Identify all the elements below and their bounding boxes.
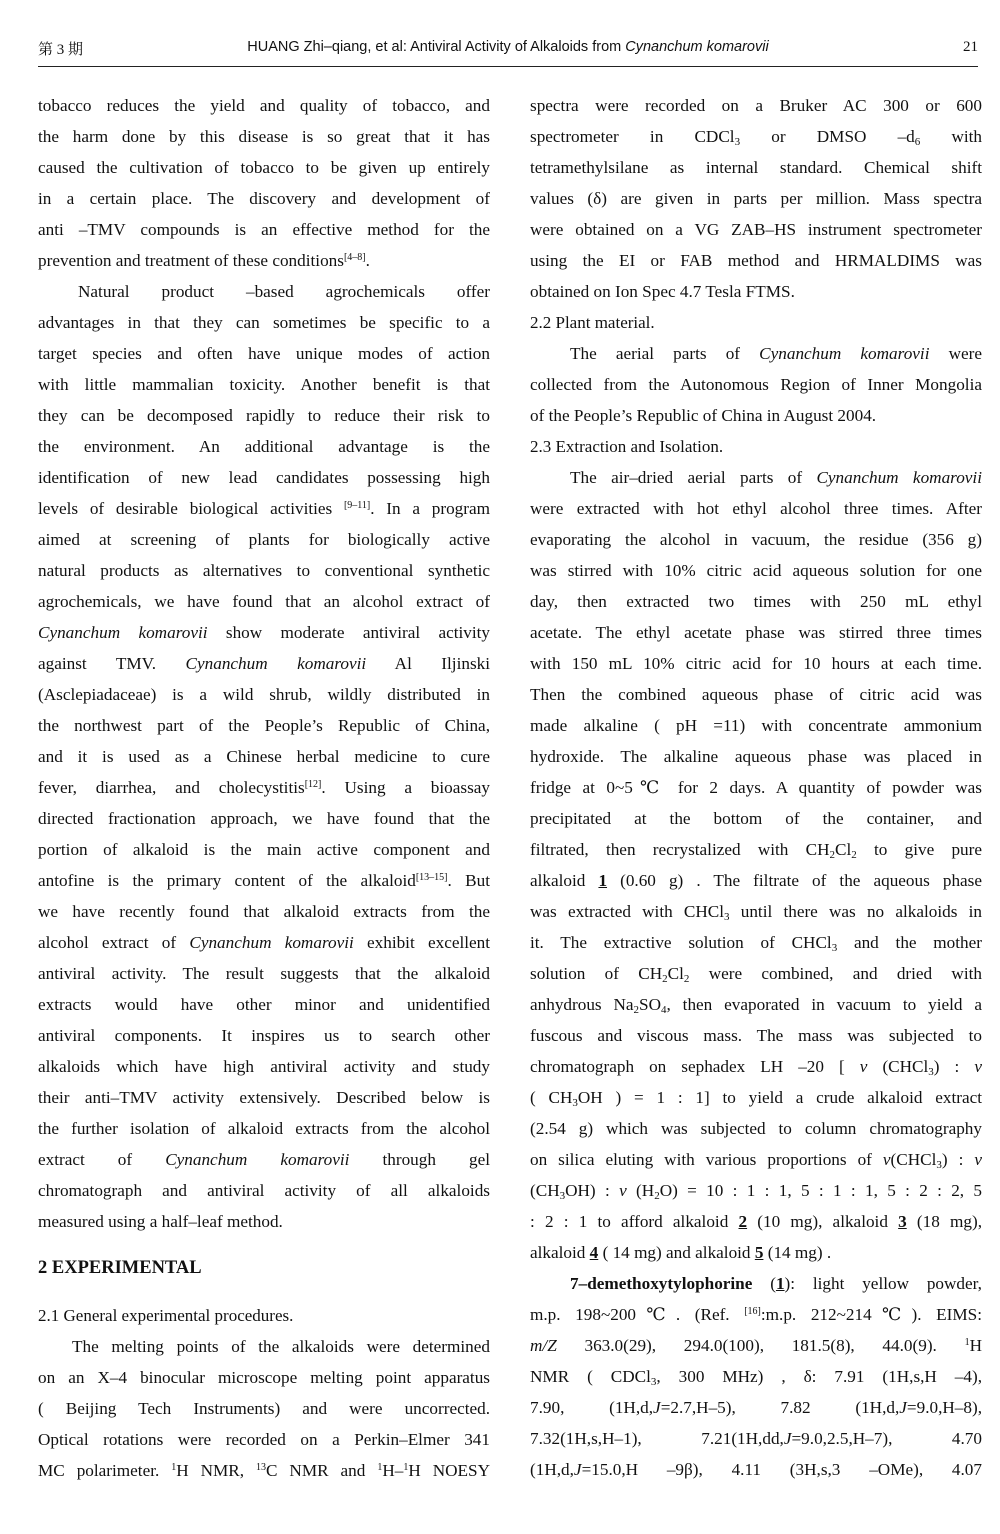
text-line: evaporating the alcohol in vacuum, the residue (356 g) xyxy=(530,530,982,549)
text-line: alkaloids which have high antiviral activity and study xyxy=(38,1057,490,1076)
text-line: spectra were recorded on a Bruker AC 300 or 600 xyxy=(530,96,982,115)
text-line: tetramethylsilane as internal standard. Chemical shift xyxy=(530,158,982,177)
text-line: fridge at 0~5℃ for 2 days. A quantity of powder was xyxy=(530,778,982,797)
text-line: 7.32(1H,s,H–1), 7.21(1H,dd,J=9.0,2.5,H–7), 4.70 xyxy=(530,1429,982,1448)
text-line: caused the cultivation of tobacco to be given up entirely xyxy=(38,158,490,177)
text-line: acetate. The ethyl acetate phase was stirred three times xyxy=(530,623,982,642)
text-line: on silica eluting with various proportions of v(CHCl$_3$) : v xyxy=(530,1150,982,1171)
text-line: target species and often have unique modes of action xyxy=(38,344,490,363)
text-line: fuscous and viscous mass. The mass was subjected to xyxy=(530,1026,982,1045)
text-line: spectrometer in CDCl$_3$ or DMSO $-d_6$ with xyxy=(530,127,982,148)
text-line: antiviral components. It inspires us to search other xyxy=(38,1026,490,1045)
text-line: levels of desirable biological activities [9–11]. In a program xyxy=(38,499,490,518)
text-line: using the EI or FAB method and HRMALDIMS was xyxy=(530,251,982,270)
text-line: alkaloid 4 ( 14 mg) and alkaloid 5 (14 mg) . xyxy=(530,1243,832,1262)
right-column xyxy=(530,90,982,1485)
text-line: on an X–4 binocular microscope melting point apparatus xyxy=(38,1368,490,1387)
text-line: agrochemicals, we have found that an alcohol extract of xyxy=(38,592,490,611)
text-line: with 150 mL 10% citric acid for 10 hours at each time. xyxy=(530,654,982,673)
text-line: collected from the Autonomous Region of Inner Mongolia xyxy=(530,375,982,394)
text-line: m/Z 363.0(29), 294.0(100), 181.5(8), 44.0(9). $^1$H xyxy=(530,1336,982,1355)
text-line: Optical rotations were recorded on a Perkin–Elmer 341 xyxy=(38,1430,490,1449)
text-line: made alkaline ( pH =11) with concentrate ammonium xyxy=(530,716,982,735)
text-line: The aerial parts of Cynanchum komarovii were xyxy=(570,344,982,363)
text-line: were extracted with hot ethyl alcohol three times. After xyxy=(530,499,982,518)
text-line: of the People’s Republic of China in August 2004. xyxy=(530,406,877,425)
text-line: solution of $CH_2Cl_2$ were combined, and dried with xyxy=(530,964,982,985)
page-number: 21 xyxy=(963,39,978,55)
text-line: extracts would have other minor and unidentified xyxy=(38,995,490,1014)
compound-name: 7–demethoxytylophorine xyxy=(570,1274,753,1293)
section-heading-experimental: 2 EXPERIMENTAL xyxy=(38,1258,202,1278)
text-line: values (δ) are given in parts per million. Mass spectra xyxy=(530,189,982,208)
text-line: filtrated, then recrystalized with $CH_2Cl_2$ to give pure xyxy=(530,840,982,861)
text-line: the northwest part of the People’s Republic of China, xyxy=(38,716,490,735)
left-column xyxy=(38,90,490,1486)
text-line: it. The extractive solution of CHCl$_3$ and the mother xyxy=(530,933,982,954)
text-line: the further isolation of alkaloid extracts from the alcohol xyxy=(38,1119,490,1138)
text-line: measured using a half–leaf method. xyxy=(38,1212,283,1231)
text-line: against TMV. Cynanchum komarovii Al Iljinski xyxy=(38,654,490,673)
text-line: hydroxide. The alkaline aqueous phase was placed in xyxy=(530,747,982,766)
text-line: their anti–TMV activity extensively. Described below is xyxy=(38,1088,490,1107)
text-line: tobacco reduces the yield and quality of tobacco, and xyxy=(38,96,490,115)
text-line: chromatograph and antiviral activity of all alkaloids xyxy=(38,1181,490,1200)
text-line: 7.90, (1H,d,J=2.7,H–5), 7.82 (1H,d,J=9.0,H–8), xyxy=(530,1398,982,1417)
text-line: m.p. 198~200℃. (Ref. [16]:m.p. 212~214℃). EIMS: xyxy=(530,1305,982,1324)
text-line: aimed at screening of plants for biologically active xyxy=(38,530,490,549)
text-line: anti –TMV compounds is an effective method for the xyxy=(38,220,490,239)
text-line: extract of Cynanchum komarovii through gel xyxy=(38,1150,490,1169)
text-line: NMR ( CDCl$_3$, 300 MHz) , δ: 7.91 (1H,s,H –4), xyxy=(530,1367,982,1388)
text-line: ( Beijing Tech Instruments) and were uncorrected. xyxy=(38,1399,490,1418)
text-line: The melting points of the alkaloids were determined xyxy=(72,1337,490,1356)
text-line: Natural product –based agrochemicals offer xyxy=(78,282,490,301)
text-line: alcohol extract of Cynanchum komarovii exhibit excellent xyxy=(38,933,490,952)
text-line: they can be decomposed rapidly to reduce their risk to xyxy=(38,406,490,425)
text-line: anhydrous $Na_2SO_4$, then evaporated in vacuum to yield a xyxy=(530,995,982,1016)
text-line: the harm done by this disease is so great that it has xyxy=(38,127,490,146)
text-line: directed fractionation approach, we have found that the xyxy=(38,809,490,828)
running-title: HUANG Zhi–qiang, et al: Antiviral Activity of Alkaloids from Cynanchum komarovii xyxy=(247,39,769,55)
text-line: alkaloid 1 (0.60 g) . The filtrate of the aqueous phase xyxy=(530,871,982,890)
text-line: obtained on Ion Spec 4.7 Tesla FTMS. xyxy=(530,282,795,301)
text-line: with little mammalian toxicity. Another benefit is that xyxy=(38,375,490,394)
text-line: and it is used as a Chinese herbal medicine to cure xyxy=(38,747,490,766)
text-line: identification of new lead candidates possessing high xyxy=(38,468,490,487)
subsection-heading: 2.2 Plant material. xyxy=(530,313,655,332)
text-line: Then the combined aqueous phase of citric acid was xyxy=(530,685,982,704)
text-line: was extracted with CHCl$_3$ until there was no alkaloids in xyxy=(530,902,982,923)
text-line: fever, diarrhea, and cholecystitis[12]. Using a bioassay xyxy=(38,778,490,797)
text-line: antofine is the primary content of the alkaloid[13–15]. But xyxy=(38,871,490,890)
text-line: Cynanchum komarovii show moderate antiviral activity xyxy=(38,623,490,642)
text-line: The air–dried aerial parts of Cynanchum komarovii xyxy=(570,468,982,487)
text-line: antiviral activity. The result suggests that the alkaloid xyxy=(38,964,490,983)
text-line: natural products as alternatives to conventional synthetic xyxy=(38,561,490,580)
subsection-heading: 2.1 General experimental procedures. xyxy=(38,1306,294,1325)
text-line: (2.54 g) which was subjected to column chromatography xyxy=(530,1119,982,1138)
text-line: in a certain place. The discovery and development of xyxy=(38,189,490,208)
text-line: the environment. An additional advantage is the xyxy=(38,437,490,456)
text-line: prevention and treatment of these conditions[4–8]. xyxy=(38,251,370,270)
subsection-heading: 2.3 Extraction and Isolation. xyxy=(530,437,724,456)
text-line: (Asclepiadaceae) is a wild shrub, wildly distributed in xyxy=(38,685,490,704)
text-line: ( $CH_3OH$ ) = 1 : 1] to yield a crude alkaloid extract xyxy=(530,1088,982,1109)
text-line: precipitated at the bottom of the container, and xyxy=(530,809,982,828)
text-line: (1H,d,J=15.0,H –9β), 4.11 (3H,s,3 –OMe), 4.07 xyxy=(530,1460,982,1479)
journal-issue: 第 3 期 xyxy=(38,42,84,58)
text-line: $(CH_3OH)$ : v $(H_2O) = 10$ : 1 : 1, 5 : 1 : 1, 5 : 2 : 2, 5 xyxy=(530,1181,982,1202)
text-line: 7–demethoxytylophorine (1): light yellow powder, xyxy=(570,1274,982,1293)
text-line: we have recently found that alkaloid extracts from the xyxy=(38,902,490,921)
text-line: was stirred with 10% citric acid aqueous solution for one xyxy=(530,561,982,580)
text-line: advantages in that they can sometimes be specific to a xyxy=(38,313,490,332)
text-line: were obtained on a VG ZAB–HS instrument spectrometer xyxy=(530,220,982,239)
text-line: day, then extracted two times with 250 mL ethyl xyxy=(530,592,982,611)
text-line: portion of alkaloid is the main active component and xyxy=(38,840,490,859)
page-header xyxy=(38,36,978,67)
text-line: MC polarimeter. $^1$H NMR, $^{13}$C NMR and $^1$H–$^1$H NOESY xyxy=(38,1461,490,1480)
text-line: chromatograph on sephadex LH –20 [ v (CHCl$_3$) : v xyxy=(530,1057,982,1078)
text-line: : 2 : 1 to afford alkaloid 2 (10 mg), alkaloid 3 (18 mg), xyxy=(530,1212,982,1231)
